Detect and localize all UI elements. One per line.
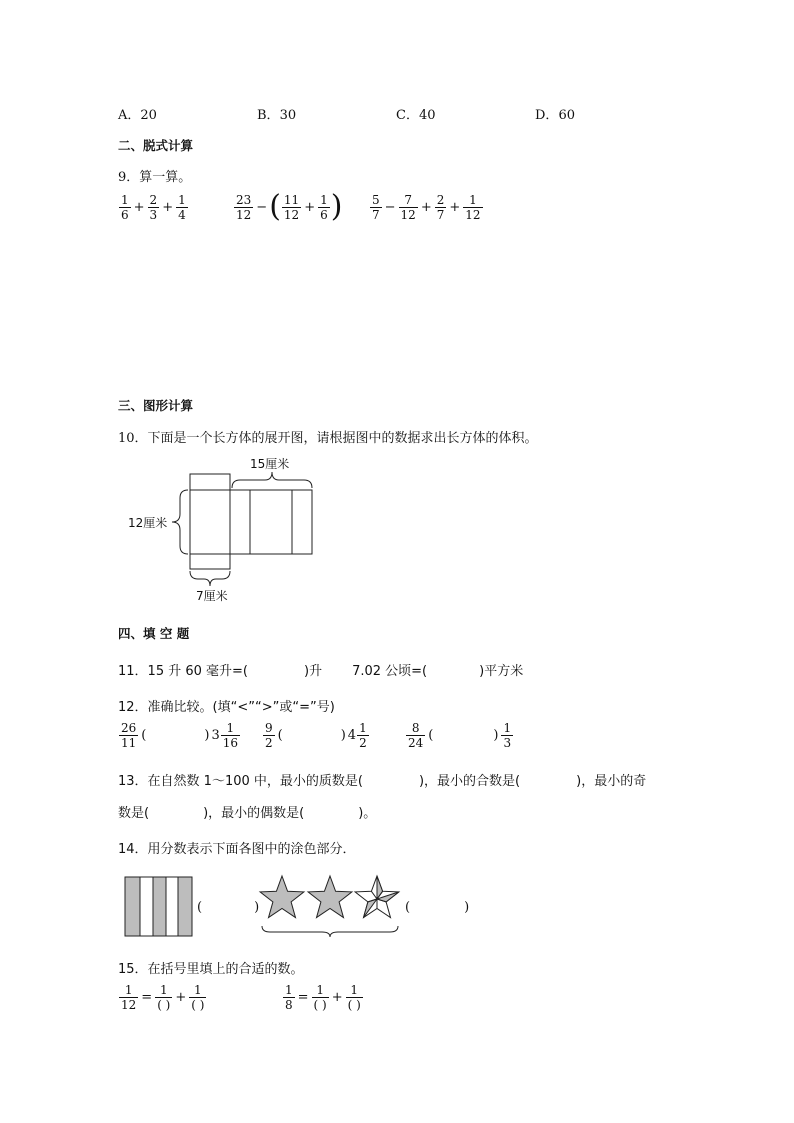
left-brace — [172, 490, 188, 554]
net-side-face — [230, 490, 250, 554]
star-icon — [308, 876, 352, 918]
q14-prompt: 14．用分数表示下面各图中的涂色部分． — [118, 842, 356, 857]
q11-text: )平方米 — [479, 664, 524, 679]
q12-comparison-1 — [118, 722, 241, 749]
label-height: 12厘米 — [128, 516, 168, 530]
fraction: $\frac{2}{7}$ — [436, 193, 445, 222]
q13-line-2 — [118, 802, 376, 821]
left-paren: ( — [405, 900, 411, 915]
option-letter: D． — [535, 108, 559, 123]
q13-text: )，最小的奇 — [576, 774, 647, 789]
left-paren: ( — [141, 728, 147, 743]
top-brace — [232, 472, 312, 488]
right-paren: ) — [204, 728, 210, 743]
star-icon — [260, 876, 304, 918]
q9-expression-3 — [369, 194, 484, 221]
unit-fraction-blank[interactable]: $\frac{1}{( )}$ — [191, 983, 205, 1012]
fraction: $\frac{8}{24}$ — [408, 721, 424, 750]
label-length: 15厘米 — [250, 457, 290, 471]
fraction: $\frac{26}{11}$ — [121, 721, 137, 750]
q12-prompt: 12．准确比较。(填“<”“>”或“=”号) — [118, 700, 335, 715]
fraction: $\frac{23}{12}$ — [236, 192, 252, 222]
operator: + — [162, 200, 174, 215]
left-paren: ( — [277, 728, 283, 743]
operator: + — [449, 200, 461, 215]
operator: + — [133, 200, 145, 215]
mixed-integer: 3 — [211, 728, 220, 743]
q11-text: 11．15 升 60 毫升=( — [118, 664, 248, 679]
q9-expression-2 — [233, 189, 343, 224]
operator: + — [304, 199, 316, 215]
fraction: $\frac{1}{16}$ — [222, 721, 238, 750]
strip — [140, 877, 153, 936]
q15-prompt: 15．在括号里填上的合适的数。 — [118, 962, 304, 977]
operator: + — [175, 990, 187, 1005]
shaded-strip — [125, 877, 140, 936]
cuboid-net-diagram — [120, 452, 330, 610]
q9-expression-1 — [118, 194, 189, 221]
net-top-face — [190, 474, 230, 490]
stars-brace — [262, 926, 398, 937]
operator: − — [256, 199, 268, 215]
q14-striped-rectangle — [124, 876, 194, 938]
option-letter: B． — [257, 108, 280, 123]
mixed-integer: 4 — [347, 728, 357, 743]
equals-sign: = — [297, 990, 309, 1005]
q15-equation-2 — [282, 984, 364, 1011]
net-side-face — [292, 490, 312, 554]
q13-text: )，最小的合数是( — [418, 774, 521, 789]
q15-equation-1 — [118, 984, 207, 1011]
q12-comparison-3 — [405, 722, 514, 749]
section-2-heading: 二、脱式计算 — [118, 138, 194, 153]
net-back-face — [250, 490, 292, 554]
q13-text: 13．在自然数 1～100 中，最小的质数是( — [118, 774, 363, 789]
net-bottom-face — [190, 554, 230, 569]
right-paren: ) — [464, 900, 470, 915]
q11 — [118, 660, 523, 679]
fraction: $\frac{1}{12}$ — [465, 193, 481, 222]
q10-prompt: 10．下面是一个长方体的展开图，请根据图中的数据求出长方体的体积。 — [118, 431, 538, 446]
option-letter: C． — [396, 108, 419, 123]
q9-prompt: 9．算一算。 — [118, 170, 192, 185]
right-paren: ) — [340, 728, 346, 743]
fraction: $\frac{1}{6}$ — [320, 192, 328, 222]
section-3-heading: 三、图形计算 — [118, 398, 194, 413]
right-paren: ) — [493, 728, 499, 743]
right-paren: ) — [330, 189, 343, 224]
fraction: $\frac{1}{12}$ — [121, 983, 137, 1012]
section-4-heading: 四、填 空 题 — [118, 626, 190, 641]
q14-answer-1 — [197, 900, 259, 915]
q13-text: )，最小的偶数是( — [203, 806, 305, 821]
operator: − — [384, 200, 396, 215]
q12-comparison-2 — [262, 722, 370, 749]
shaded-strip — [178, 877, 192, 936]
right-paren: ) — [254, 900, 260, 915]
operator: + — [420, 200, 432, 215]
option-letter: A． — [118, 108, 141, 123]
q13-line-1 — [118, 770, 646, 789]
fraction: $\frac{1}{4}$ — [178, 193, 186, 222]
fraction: $\frac{1}{2}$ — [359, 721, 367, 750]
operator: + — [331, 990, 343, 1005]
shaded-strip — [153, 877, 166, 936]
q8-option-b — [257, 104, 296, 123]
q8-option-c — [396, 104, 436, 123]
left-paren: ( — [428, 728, 434, 743]
fraction: $\frac{2}{3}$ — [149, 193, 158, 222]
q8-option-a — [118, 104, 157, 123]
bottom-brace — [190, 571, 230, 586]
q14-answer-2 — [405, 900, 469, 915]
unit-fraction-blank[interactable]: $\frac{1}{( )}$ — [157, 983, 171, 1012]
fraction: $\frac{1}{8}$ — [285, 983, 293, 1012]
unit-fraction-blank[interactable]: $\frac{1}{( )}$ — [313, 983, 327, 1012]
fraction: $\frac{11}{12}$ — [283, 192, 300, 222]
q14-stars — [258, 872, 404, 938]
q13-text: 数是( — [118, 806, 150, 821]
fraction: $\frac{1}{6}$ — [121, 193, 129, 222]
equals-sign: = — [141, 990, 153, 1005]
q11-text: 7.02 公顷=( — [352, 664, 428, 679]
strip — [166, 877, 178, 936]
label-width: 7厘米 — [196, 589, 228, 603]
fraction: $\frac{7}{12}$ — [400, 193, 416, 222]
option-value: 20 — [140, 108, 157, 123]
left-paren: ( — [269, 189, 281, 224]
fraction: $\frac{5}{7}$ — [372, 193, 380, 222]
option-value: 40 — [418, 108, 436, 123]
q13-text: )。 — [358, 806, 377, 821]
fraction: $\frac{1}{3}$ — [503, 721, 512, 750]
fraction: $\frac{9}{2}$ — [265, 721, 273, 750]
q11-text: )升 — [304, 664, 323, 679]
q8-option-d — [535, 104, 575, 123]
option-value: 30 — [279, 108, 297, 123]
net-front-face — [190, 490, 230, 554]
left-paren: ( — [197, 900, 203, 915]
option-value: 60 — [558, 108, 575, 123]
unit-fraction-blank[interactable]: $\frac{1}{( )}$ — [347, 983, 361, 1012]
